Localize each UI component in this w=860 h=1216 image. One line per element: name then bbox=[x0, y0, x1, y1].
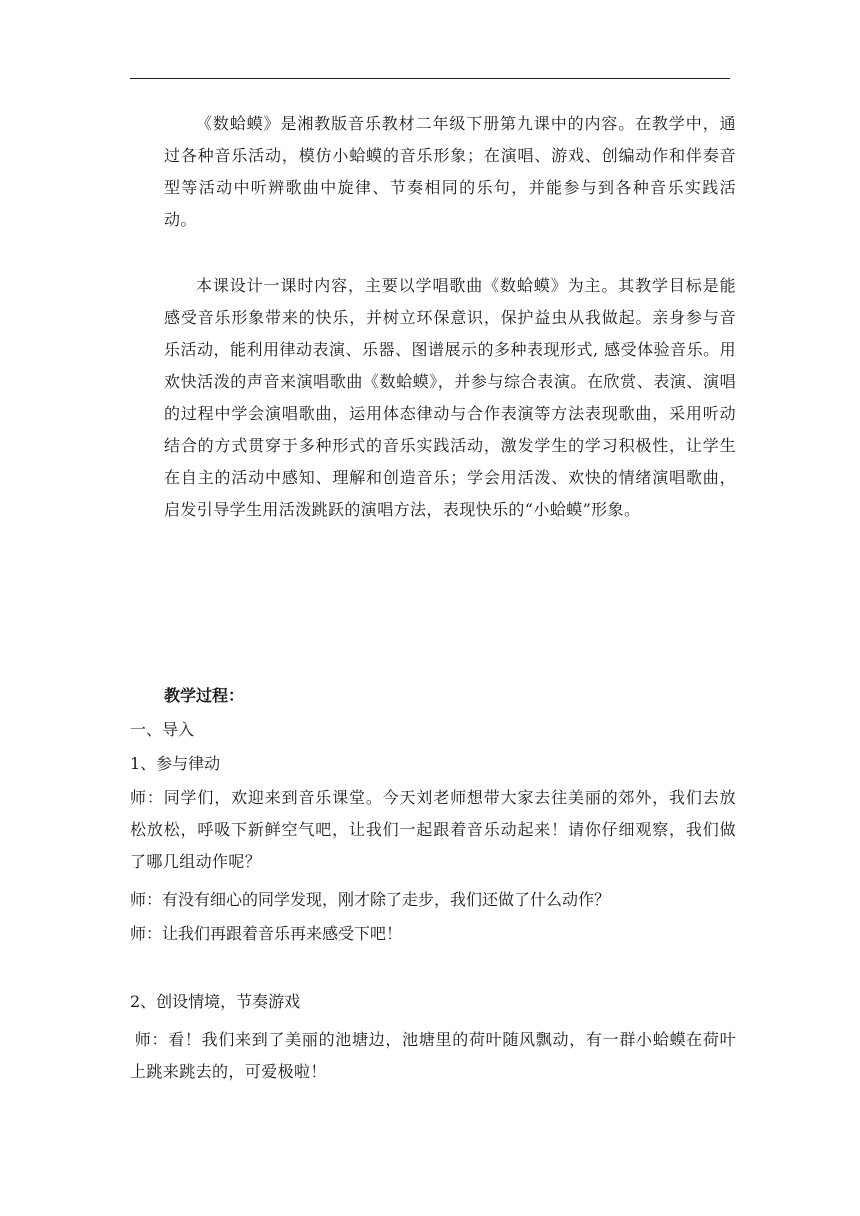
teacher-line-1: 师：同学们，欢迎来到音乐课堂。今天刘老师想带大家去往美丽的郊外，我们去放松放松，呼吸下新鲜空气吧，让我们一起跟着音乐动起来！请你仔细观察，我们做了哪几组动作呢？ bbox=[130, 788, 736, 871]
teacher-line-3: 师：让我们再跟着音乐再来感受下吧！ bbox=[130, 924, 403, 943]
header-rule bbox=[130, 78, 730, 79]
teacher-line-2: 师：有没有细心的同学发现，刚才除了走步，我们还做了什么动作？ bbox=[130, 890, 611, 909]
teacher-line-4: 师：看！我们来到了美丽的池塘边，池塘里的荷叶随风飘动，有一群小蛤蟆在荷叶上跳来跳去的，可爱极啦！ bbox=[130, 1030, 736, 1081]
intro-paragraph-2: 本课设计一课时内容，主要以学唱歌曲《数蛤蟆》为主。其教学目标是能感受音乐形象带来的快乐，并树立环保意识，保护益虫从我做起。亲身参与音乐活动，能利用律动表演、乐器、图谱展示的多种表现形式, 感受体验音乐。用欢快活泼的声音来演唱歌曲《数蛤蟆》，并参与综合表演。在欣赏、表演、演唱的过程中学会演唱歌曲，运用体态律动与合作表演等方法表现歌曲，采用听动结合的方式贯穿于多种形式的音乐实践活动，激发学生的学习积极性，让学生在自主的活动中感知、理解和创造音乐；学会用活泼、欢快的情绪演唱歌曲，启发引导学生用活泼跳跃的演唱方法，表现快乐的“小蛤蟆”形象。 bbox=[164, 276, 736, 519]
step-1-title: 1、参与律动 bbox=[130, 754, 221, 773]
section-title-intro: 一、导入 bbox=[130, 720, 195, 739]
intro-paragraph-1: 《数蛤蟆》是湘教版音乐教材二年级下册第九课中的内容。在教学中，通过各种音乐活动，模仿小蛤蟆的音乐形象；在演唱、游戏、创编动作和伴奏音型等活动中听辨歌曲中旋律、节奏相同的乐句，并能参与到各种音乐实践活动。 bbox=[164, 114, 736, 229]
process-heading: 教学过程： bbox=[164, 686, 245, 705]
step-2-title: 2、创设情境，节奏游戏 bbox=[130, 992, 301, 1011]
